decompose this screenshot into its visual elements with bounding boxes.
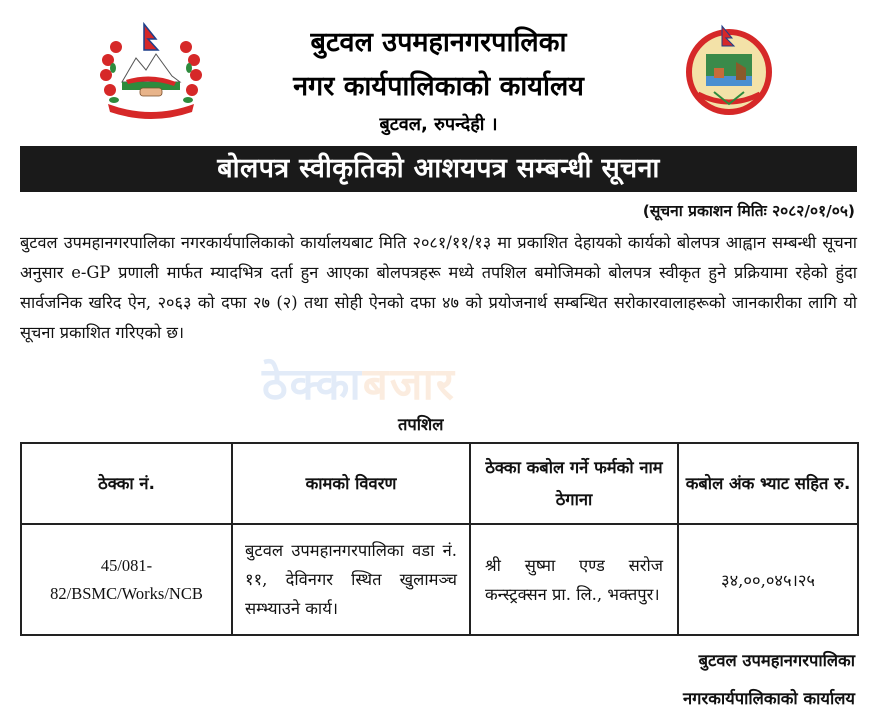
watermark-part-1: ठेक्का — [262, 359, 363, 410]
table-header-row — [21, 443, 858, 524]
notice-body: बुटवल उपमहानगरपालिका नगरकार्यपालिकाको कार्यालयबाट मिति २०८१/११/१३ मा प्रकाशित देहायको कार्यको बोलपत्र आह्वान सम्बन्धी सूचना अनुसार e-GP प्रणाली मार्फत म्यादभित्र दर्ता हुन आएका बोलपत्रहरू मध्ये तपशिल बमोजिमको बोलपत्र स्वीकृत हुने प्रक्रियामा रहेको हुंदा सार्वजनिक खरिद ऐन, २०६३ को दफा २७ (२) तथा सोही ऐनको दफा ४७ को प्रयोजनार्थ सम्बन्धित सरोकारवालाहरूको जानकारीका लागि यो सूचना प्रकाशित गरिएको छ। — [20, 233, 857, 342]
cell-bidder: श्री सुष्मा एण्ड सरोज कन्स्ट्रक्सन प्रा. लि., भक्तपुर। — [470, 524, 678, 635]
header-bidder-name-address: ठेक्का कबोल गर्ने फर्मको नाम ठेगाना — [470, 443, 678, 524]
watermark-logo — [262, 352, 456, 412]
details-label: तपशिल — [398, 415, 444, 434]
footer-municipality: बुटवल उपमहानगरपालिका — [698, 651, 855, 670]
office-location: बुटवल, रुपन्देही । — [379, 114, 498, 135]
office-name: नगर कार्यपालिकाको कार्यालय — [293, 71, 584, 102]
cell-contract-no: 45/081-82/BSMC/Works/NCB — [21, 524, 232, 635]
municipality-name: बुटवल उपमहानगरपालिका — [310, 27, 567, 58]
cell-bid-amount: ३४,००,०४५।२५ — [678, 524, 858, 635]
header-bid-amount: कबोल अंक भ्याट सहित रु. — [678, 443, 858, 524]
nepal-government-emblem-icon — [96, 20, 206, 120]
bid-table — [20, 442, 859, 636]
header-contract-no: ठेक्का नं. — [21, 443, 232, 524]
butwal-municipality-logo-icon — [684, 24, 774, 116]
header-work-description: कामको विवरण — [232, 443, 470, 524]
footer-office: नगरकार्यपालिकाको कार्यालय — [683, 689, 855, 708]
publication-date: (सूचना प्रकाशन मितिः २०८२/०१/०५) — [642, 202, 855, 220]
notice-title-banner: बोलपत्र स्वीकृतिको आशयपत्र सम्बन्धी सूचना — [20, 146, 857, 192]
cell-work-description: बुटवल उपमहानगरपालिका वडा नं. ११, देविनगर स्थित खुलामञ्च सम्भ्याउने कार्य। — [232, 524, 470, 635]
watermark-part-2: बजार — [362, 359, 456, 410]
table-row — [21, 524, 858, 635]
